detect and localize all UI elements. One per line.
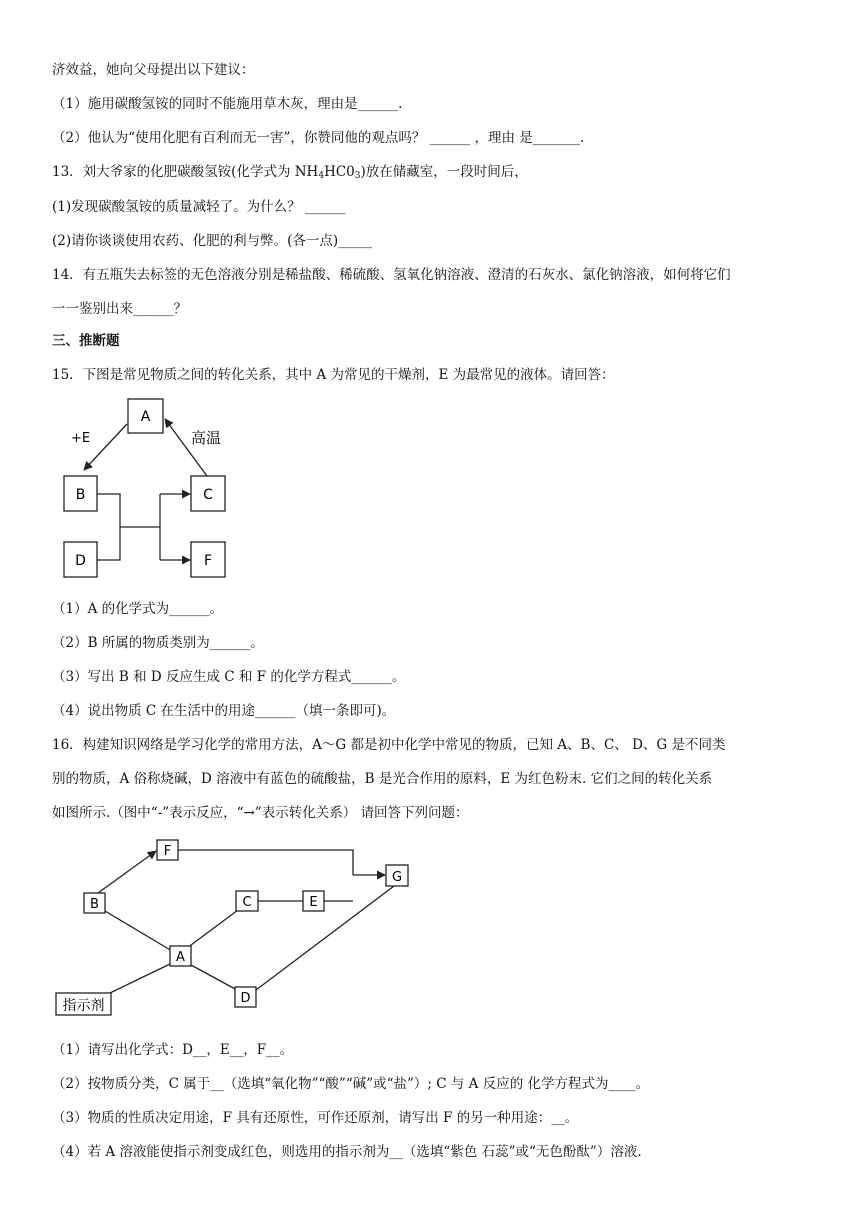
svg-text:D: D bbox=[75, 553, 86, 569]
label-high-temperature: 高温 bbox=[191, 429, 222, 447]
node-c bbox=[191, 476, 225, 511]
svg-text:G: G bbox=[391, 870, 403, 885]
question-13-part-1: (1)发现碳酸氢铵的质量减轻了。为什么？ ______ bbox=[52, 199, 346, 215]
node-b bbox=[84, 893, 105, 913]
node-d bbox=[64, 542, 97, 577]
section-heading: 三、推断题 bbox=[52, 333, 120, 349]
diagram-question-16 bbox=[50, 834, 420, 1020]
svg-text:E: E bbox=[309, 895, 318, 910]
question-13-stem: 13．刘大爷家的化肥碳酸氢铵(化学式为 $NH_4HC0_3$)放在储藏室，一段时间后， bbox=[52, 164, 528, 181]
svg-text:C: C bbox=[203, 487, 213, 503]
svg-text:F: F bbox=[203, 553, 213, 569]
node-d bbox=[235, 987, 256, 1007]
node-b bbox=[64, 476, 97, 511]
node-g bbox=[386, 865, 408, 886]
question-16-part-2: （2）按物质分类，C 属于__（选填“氧化物”“酸”“碱”或“盐”）; C 与 A 反应的 化学方程式为____。 bbox=[52, 1076, 650, 1092]
svg-text:D: D bbox=[240, 991, 251, 1006]
question-15-part-2: （2）B 所属的物质类别为______。 bbox=[52, 635, 264, 651]
question-16-stem: 16．构建知识网络是学习化学的常用方法，A～G 都是初中化学中常见的物质，已知 A、B、C、 D、G 是不同类 bbox=[52, 737, 726, 753]
text-line: 济效益，她向父母提出以下建议： bbox=[52, 62, 255, 78]
question-15-stem: 15．下图是常见物质之间的转化关系，其中 A 为常见的干燥剂，E 为最常见的液体。请回答： bbox=[52, 367, 615, 383]
question-14-stem: 14．有五瓶失去标签的无色溶液分别是稀盐酸、稀硫酸、氢氧化钠溶液、澄清的石灰水、氯化钠溶液，如何将它们 bbox=[52, 267, 731, 283]
question-15-part-1: （1）A 的化学式为______。 bbox=[52, 601, 224, 617]
svg-text:A: A bbox=[140, 409, 151, 425]
question-12-part-2: （2）他认为“使用化肥有百利而无一害”，你赞同他的观点吗？ ______ ，理由 是_______. bbox=[52, 130, 585, 146]
node-a bbox=[128, 399, 163, 433]
diagram-question-15 bbox=[50, 393, 250, 587]
question-15-part-3: （3）写出 B 和 D 反应生成 C 和 F 的化学方程式______。 bbox=[52, 669, 406, 685]
question-12-part-1: （1）施用碳酸氢铵的同时不能施用草木灰，理由是______. bbox=[52, 96, 403, 112]
question-16-part-1: （1）请写出化学式：D__，E__，F__。 bbox=[52, 1042, 294, 1058]
node-f bbox=[157, 840, 178, 860]
node-c bbox=[236, 891, 258, 911]
question-13-part-2: (2)请你谈谈使用农药、化肥的利与弊。(各一点)_____ bbox=[52, 233, 372, 249]
question-15-part-4: （4）说出物质 C 在生活中的用途______（填一条即可)。 bbox=[52, 703, 396, 719]
svg-text:指示剂: 指示剂 bbox=[62, 998, 105, 1014]
question-16-part-3: （3）物质的性质决定用途，F 具有还原性，可作还原剂，请写出 F 的另一种用途：__。 bbox=[52, 1110, 579, 1126]
node-e bbox=[303, 891, 324, 911]
question-16-stem-2: 别的物质，A 俗称烧碱，D 溶液中有蓝色的硫酸盐，B 是光合作用的原料，E 为红色粉末. 它们之间的转化关系 bbox=[52, 771, 713, 787]
label-plus-e: +E bbox=[71, 431, 91, 446]
node-a bbox=[170, 946, 191, 966]
svg-text:A: A bbox=[176, 950, 185, 965]
question-14-continued: 一一鉴别出来______？ bbox=[52, 301, 187, 317]
svg-text:F: F bbox=[163, 844, 172, 859]
svg-text:C: C bbox=[242, 895, 252, 910]
question-16-stem-3: 如图所示.（图中“-”表示反应，“→”表示转化关系） 请回答下列问题： bbox=[52, 805, 469, 821]
svg-text:B: B bbox=[90, 897, 99, 912]
node-f bbox=[191, 542, 225, 577]
question-16-part-4: （4）若 A 溶液能使指示剂变成红色，则选用的指示剂为__（选填“紫色 石蕊”或“无色酚酞”）溶液. bbox=[52, 1144, 642, 1160]
svg-text:B: B bbox=[75, 487, 86, 503]
node-indicator bbox=[56, 993, 111, 1015]
